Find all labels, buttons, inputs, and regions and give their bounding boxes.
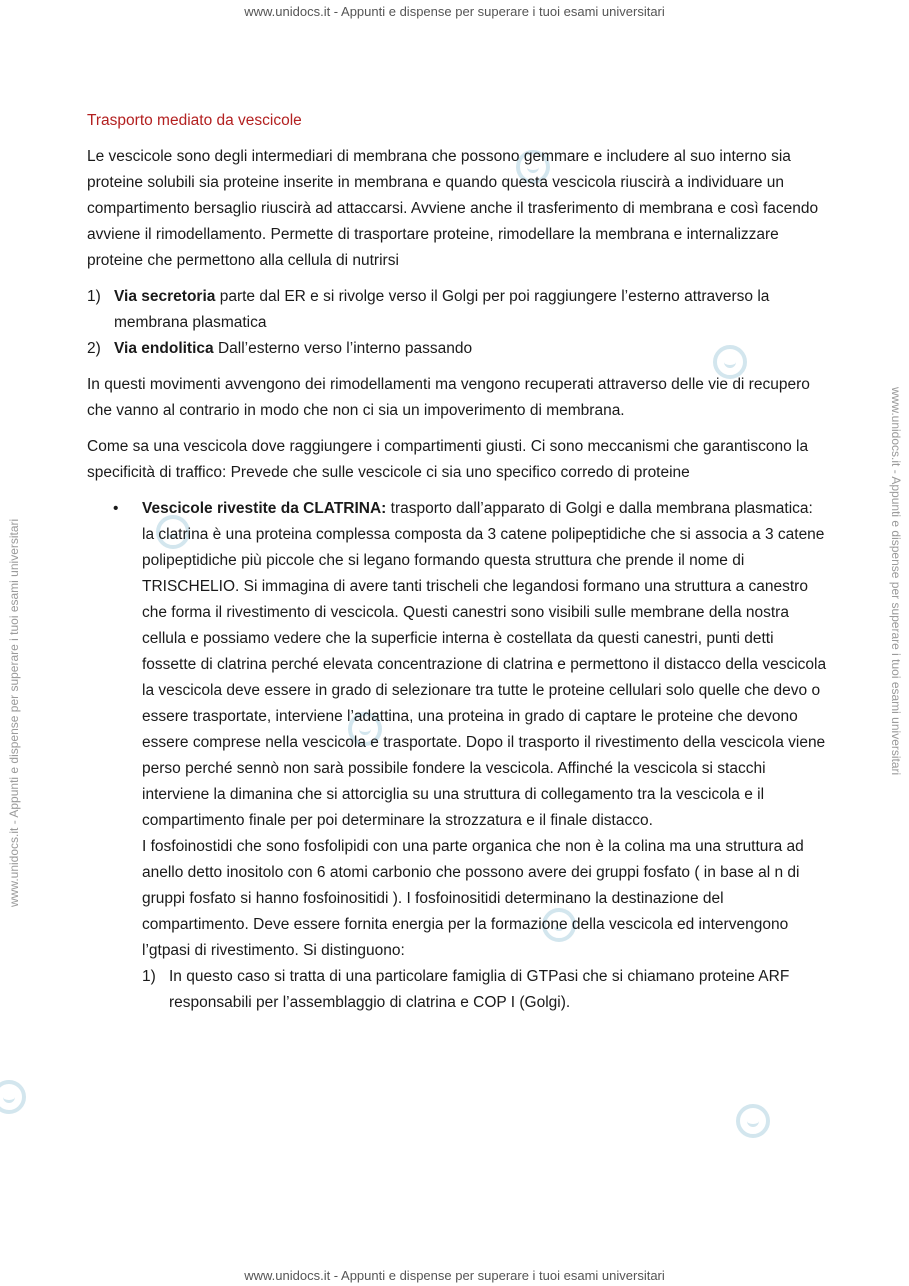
clathrin-paragraph: la clatrina è una proteina complessa composta da 3 catene polipeptidiche che si associa a 3 catene polipeptidiche più piccole che si legano formando questa struttura che prende il nome di TRISCHELIO. Si immagina di avere tanti trischeli che legandosi formano una struttura a canestro che forma il rivestimento di vescicola. Questi canestri sono visibili sulle membrane della nostra cellula e possiamo vedere che la superficie interna è costellata da questi canestri, punti detti fossette di clatrina perché elevata concentrazione di clatrina e permettono il distacco della vescicola [142,526,827,673]
route-name: Via secretoria [114,288,216,305]
gtpase-description: In questo caso si tratta di una particolare famiglia di GTPasi che si chiamano proteine ARF responsabili per l’assemblaggio di clatrina e COP I (Golgi). [169,968,790,1011]
route-description: Dall’esterno verso l’interno passando [213,340,473,357]
watermark-footer: www.unidocs.it - Appunti e dispense per superare i tuoi esami universitari [244,1268,665,1283]
list-item [142,964,827,1016]
adaptin-paragraph: la vescicola deve essere in grado di selezionare tra tutte le proteine cellulari solo quelle che devo o essere trasportate, interviene l’adattina, una proteina in grado di captare le proteine che devono essere comprese nella vescicola e trasportate. Dopo il trasporto il rivestimento della vescicola viene perso perché sennò non sarà possibile fondere la vescicola. Affinché la vescicola si stacchi interviene la dimanina che si attorciglia su una struttura di collegamento tra la vescicola e il compartimento finale per poi determinare la strozzatura e il finale distacco. [142,682,826,829]
list-number: 2) [87,340,101,357]
specificity-paragraph: Come sa una vescicola dove raggiungere i compartimenti giusti. Ci sono meccanismi che garantiscono la specificità di traffico: Prevede che sulle vescicole ci sia uno specifico corredo di proteine [87,438,809,481]
list-item [87,336,827,362]
phosphoinositide-paragraph: I fosfoinostidi che sono fosfolipidi con una parte organica che non è la colina ma una struttura ad anello detto inositolo con 6 atomi carbonio che possono avere dei gruppi fosfato ( in base al n di gruppi fosfato si hanno fosfoinositidi ). I fosfoinositidi determinano la destinazione del compartimento. Deve essere fornita energia per la formazione della vescicola ed intervengono l’gtpasi di rivestimento. Si distinguono: [142,838,804,959]
list-number: 1) [142,968,156,985]
intro-paragraph: Le vescicole sono degli intermediari di membrana che possono gemmare e includere al suo interno sia proteine solubili sia proteine inserite in membrana e quando questa vescicola riuscirà a individuare un compartimento bersaglio riuscirà ad attaccarsi. Avviene anche il trasferimento di membrana e così facendo avviene il rimodellamento. Permette di trasportare proteine, rimodellare la membrana e internalizzare proteine che permettono alla cellula di nutrirsi [87,148,819,269]
recovery-paragraph: In questi movimenti avvengono dei rimodellamenti ma vengono recuperati attraverso delle vie di recupero che vanno al contrario in modo che non ci sia un impoverimento di membrana. [87,376,810,419]
list-item [87,496,827,1016]
unidocs-logo-icon [736,1104,770,1138]
unidocs-logo-icon [0,1080,26,1114]
gtpase-list [142,964,827,1016]
list-number: 1) [87,288,101,305]
bullet-marker: • [113,500,119,517]
bullet-heading: Vescicole rivestite da CLATRINA: [142,500,387,517]
bullet-lead: trasporto dall’apparato di Golgi e dalla membrana plasmatica: [386,500,813,517]
route-name: Via endolitica [114,340,214,357]
routes-list [87,284,827,362]
watermark-header: www.unidocs.it - Appunti e dispense per superare i tuoi esami universitari [244,4,665,19]
vesicle-types-list [87,496,827,1016]
watermark-side-left: www.unidocs.it - Appunti e dispense per superare i tuoi esami universitari [7,518,21,907]
list-item [87,284,827,336]
section-title: Trasporto mediato da vescicole [87,112,302,129]
document-page [87,108,827,1016]
watermark-side-right: www.unidocs.it - Appunti e dispense per superare i tuoi esami universitari [889,387,903,776]
route-description: parte dal ER e si rivolge verso il Golgi per poi raggiungere l’esterno attraverso la membrana plasmatica [114,288,770,331]
